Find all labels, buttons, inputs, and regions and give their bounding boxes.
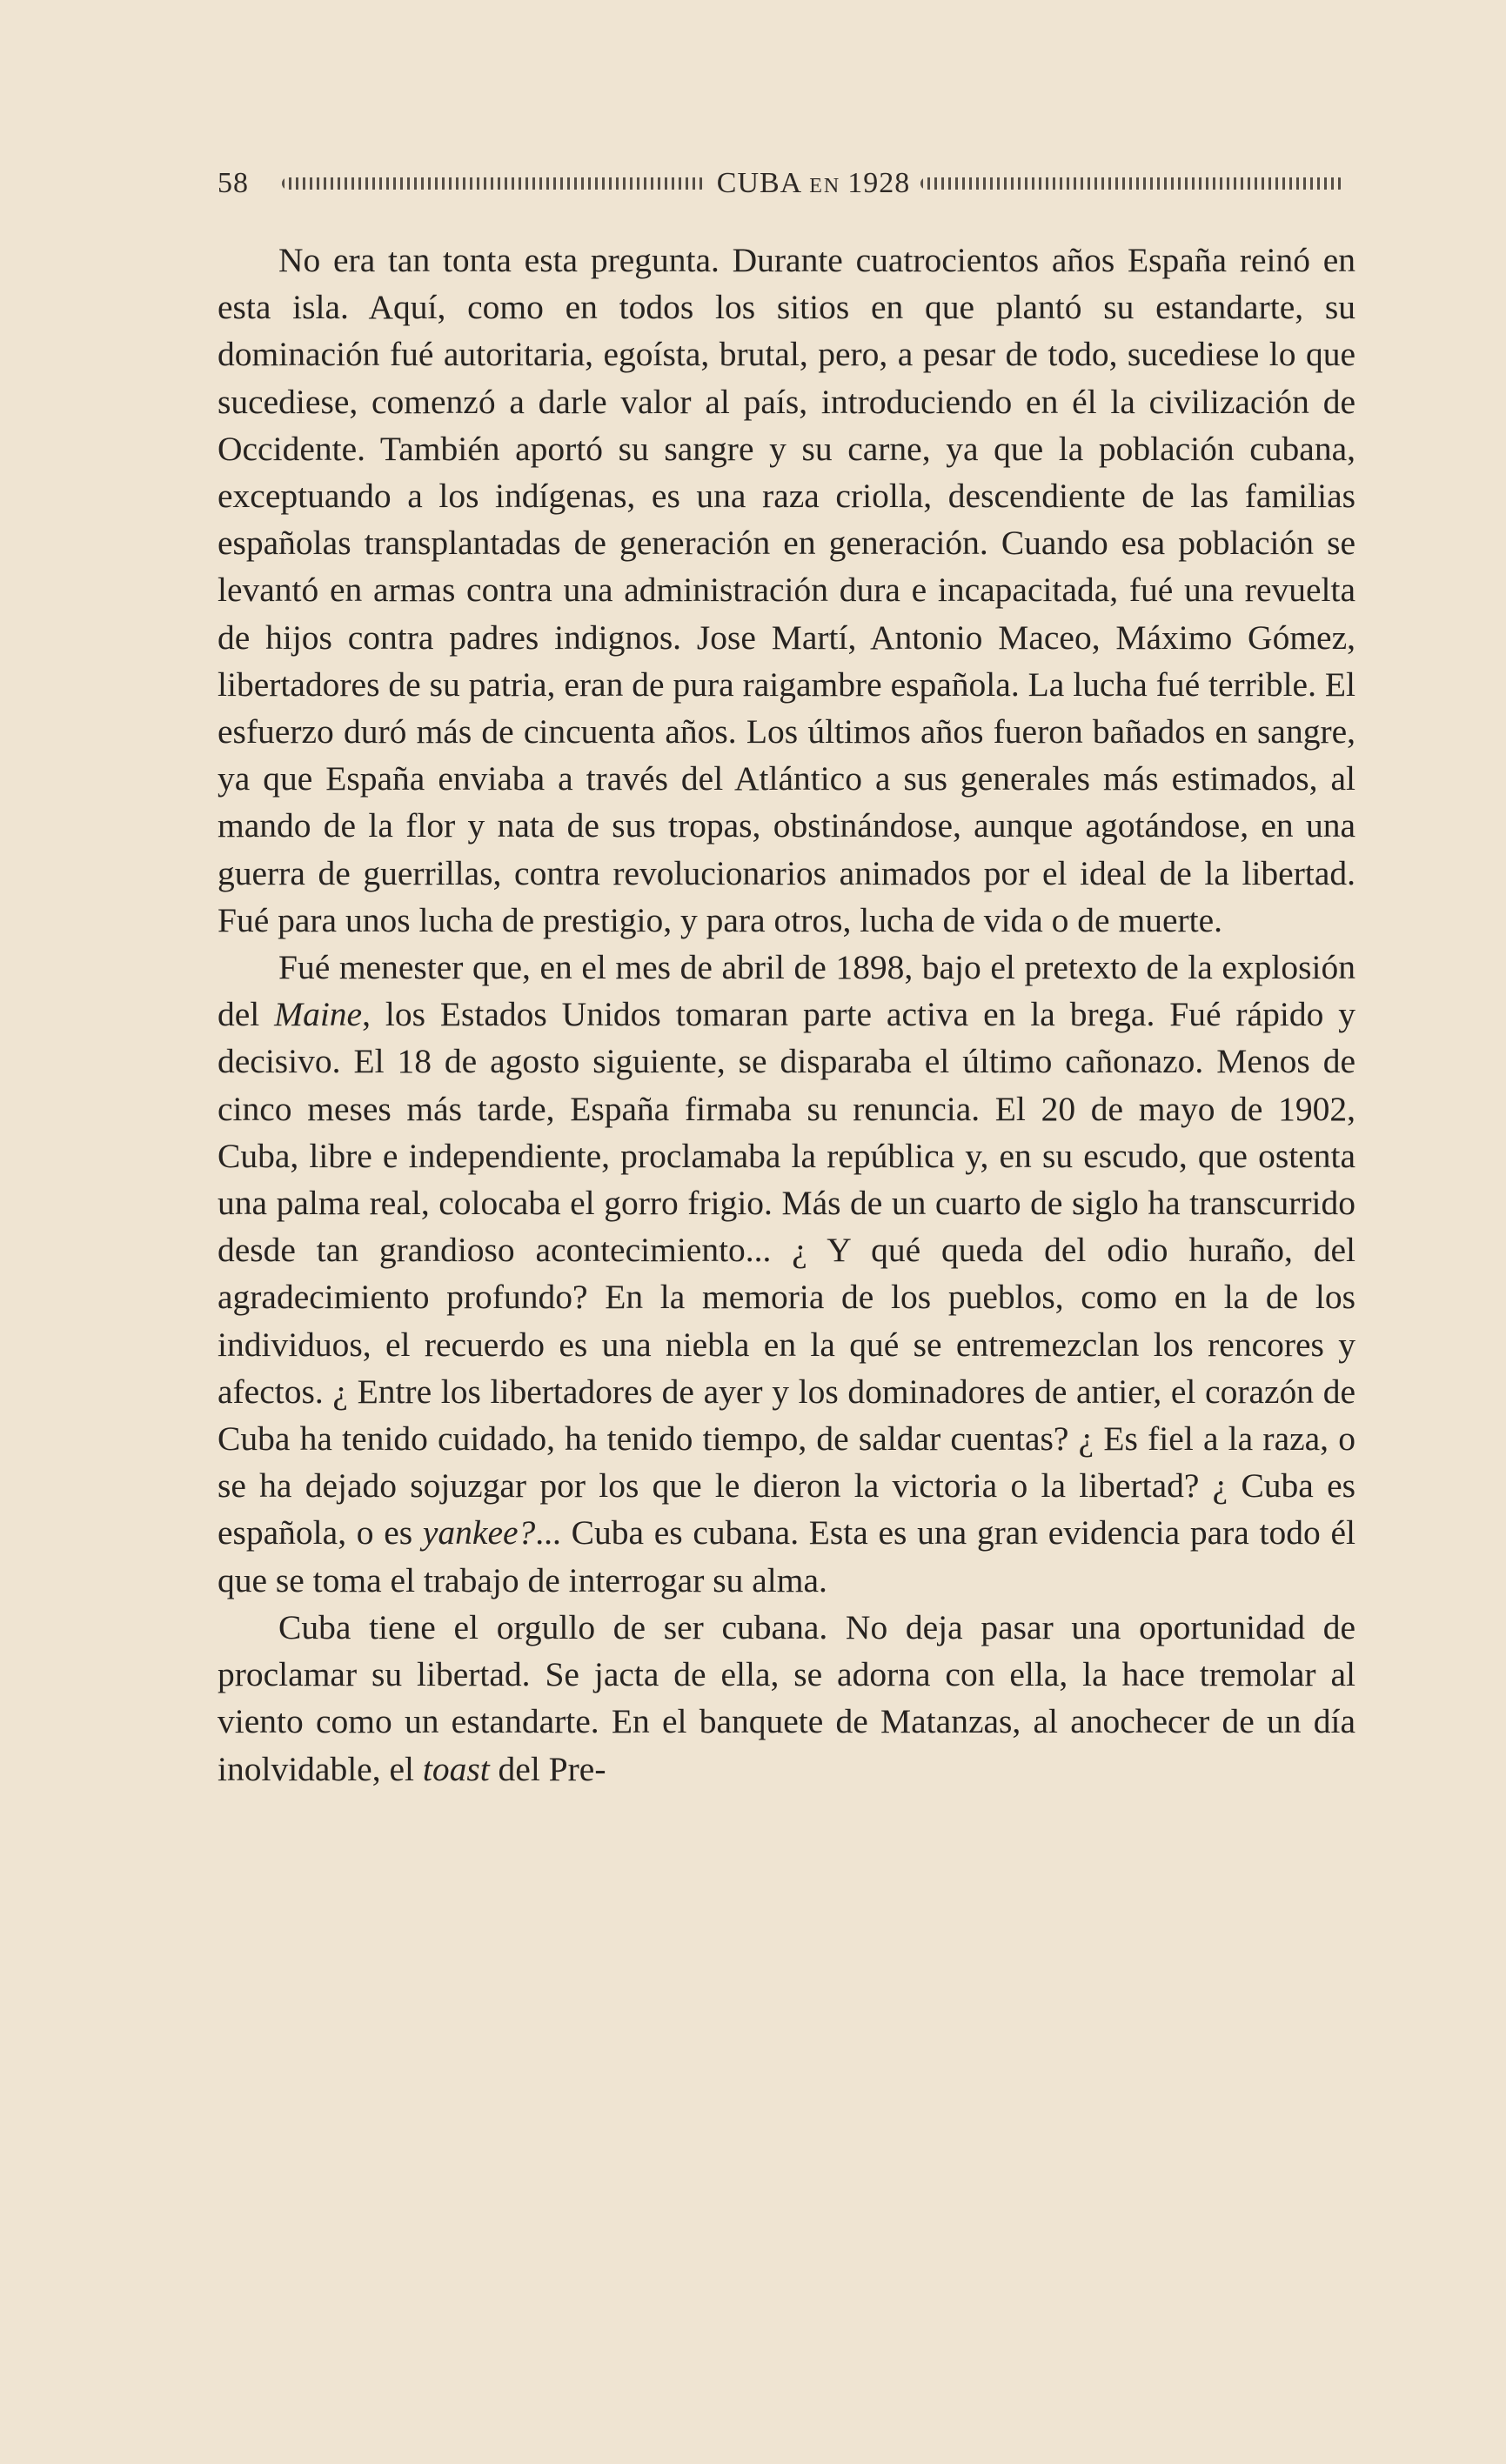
paragraph-2-part-c: ... Cuba es cubana. Esta es una gran evidencia para todo él que se toma el trabajo de interrogar su alma. [218,1513,1355,1599]
paragraph-3-part-a: Cuba tiene el orgullo de ser cubana. No deja pasar una oportunidad de proclamar su libertad. Se jacta de ella, se adorna con ella, la hace tremolar al viento como un estandarte. En el banquete de Matanzas, al anochecer de un día inolvidable, el [218,1607,1355,1788]
paragraph-3 [218,1604,1355,1793]
toast-italic: toast [422,1749,490,1788]
paragraph-3-part-b: del Pre- [489,1749,606,1788]
paragraph-2-part-a: Fué menester que, en el mes de abril de 1898, bajo el pretexto de la explosión del [218,948,1355,1034]
title-small: EN [809,175,841,197]
running-header [218,162,1355,205]
paragraph-2 [218,944,1355,1604]
page-number: 58 [218,167,249,199]
paragraph-2-part-b: , los Estados Unidos tomaran parte activa en la brega. Fué rápido y decisivo. El 18 de agosto siguiente, se disparaba el último cañonazo. Menos de cinco meses más tarde, España firmaba su renuncia. El 20 de mayo de 1902, Cuba, libre e independiente, proclamaba la república y, en su escudo, que ostenta una palma real, colocaba el gorro frigio. Más de un cuarto de siglo ha transcurrido desde tan grandioso acontecimiento... ¿ Y qué queda del odio huraño, del agradecimiento profundo? En la memoria de los pueblos, como en la de los individuos, el recuerdo es una niebla en la qué se entremezclan los rencores y afectos. ¿ Entre los libertadores de ayer y los dominadores de antier, el corazón de Cuba ha tenido cuidado, ha tenido tiempo, de saldar cuentas? ¿ Es fiel a la raza, o se ha dejado sojuzgar por los que le dieron la victoria o la libertad? ¿ Cuba es española, o es [218,995,1355,1553]
right-ornament [920,177,1345,190]
yankee-italic: yankee? [422,1513,536,1553]
paragraph-1: No era tan tonta esta pregunta. Durante cuatrocientos años España reinó en esta isla. Aquí, como en todos los sitios en que plantó su estandarte, su dominación fué autoritaria, egoísta, brutal, pero, a pesar de todo, sucediese lo que sucediese, comenzó a darle valor al país, introduciendo en él la civilización de Occidente. También aportó su sangre y su carne, ya que la población cubana, exceptuando a los indígenas, es una raza criolla, descendiente de las familias españolas transplantadas de generación en generación. Cuando esa población se levantó en armas contra una administración dura e incapacitada, fué una revuelta de hijos contra padres indignos. Jose Martí, Antonio Maceo, Máximo Gómez, libertadores de su patria, eran de pura raigambre española. La lucha fué terrible. El esfuerzo duró más de cincuenta años. Los últimos años fueron bañados en sangre, ya que España enviaba a través del Atlántico a sus generales más estimados, al mando de la flor y nata de sus tropas, obstinándose, aunque agotándose, en una guerra de guerrillas, contra revolucionarios animados por el ideal de la libertad. Fué para unos lucha de prestigio, y para otros, lucha de vida o de muerte. [218,241,1355,939]
left-ornament [282,177,706,190]
title-year: 1928 [847,167,911,199]
running-title [717,167,910,200]
body-text [218,237,1355,1793]
title-main: CUBA [716,167,803,199]
maine-italic: Maine [274,995,363,1034]
